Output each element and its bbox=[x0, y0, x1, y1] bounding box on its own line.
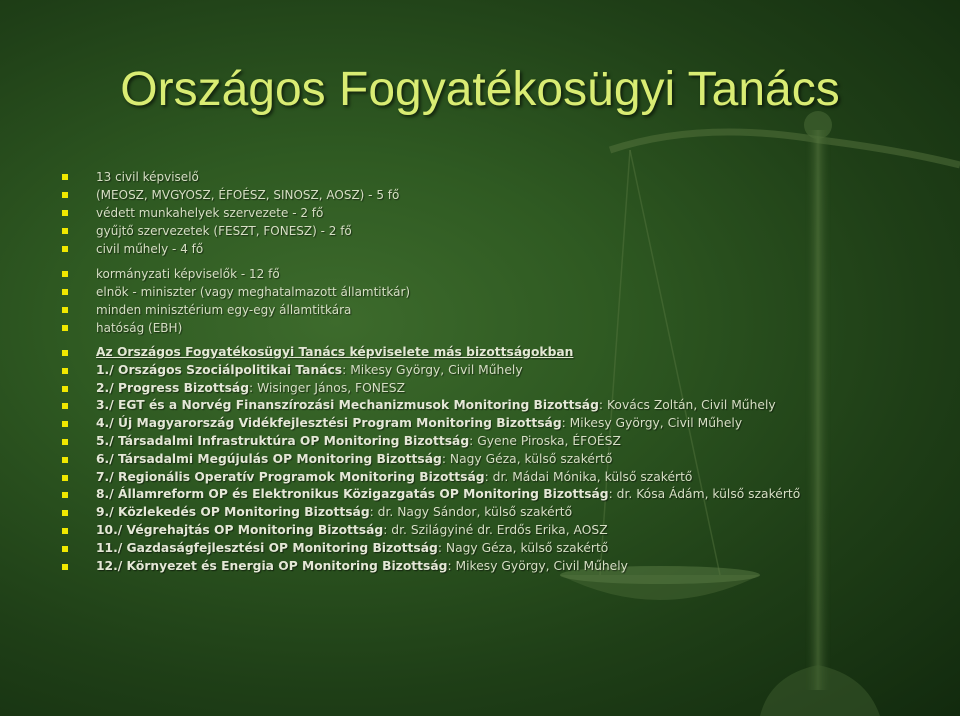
bullet-icon bbox=[62, 386, 68, 392]
bullet-icon bbox=[62, 228, 68, 234]
bullet-icon bbox=[62, 492, 68, 498]
bullet-icon bbox=[62, 325, 68, 331]
government-representatives-list bbox=[62, 265, 410, 337]
civil-representatives-list bbox=[62, 168, 399, 258]
list-item: 1./ Országos Szociálpolitikai Tanács: Mikesy György, Civil Műhely bbox=[62, 362, 800, 380]
bullet-icon bbox=[62, 350, 68, 356]
bullet-icon bbox=[62, 368, 68, 374]
bullet-icon bbox=[62, 564, 68, 570]
list-item: 4./ Új Magyarország Vidékfejlesztési Program Monitoring Bizottság: Mikesy György, Civil Műhely bbox=[62, 415, 800, 433]
list-item: 3./ EGT és a Norvég Finanszírozási Mechanizmusok Monitoring Bizottság: Kovács Zoltán, Civil Műhely bbox=[62, 397, 800, 415]
committee-representation-list bbox=[62, 344, 800, 575]
list-item: minden minisztérium egy-egy államtitkára bbox=[62, 301, 410, 319]
list-item: 11./ Gazdaságfejlesztési OP Monitoring Bizottság: Nagy Géza, külső szakértő bbox=[62, 540, 800, 558]
bullet-icon bbox=[62, 421, 68, 427]
bullet-icon bbox=[62, 307, 68, 313]
bullet-icon bbox=[62, 475, 68, 481]
list-item: civil műhely - 4 fő bbox=[62, 240, 399, 258]
list-item: 7./ Regionális Operatív Programok Monitoring Bizottság: dr. Mádai Mónika, külső szakértő bbox=[62, 469, 800, 487]
bullet-icon bbox=[62, 210, 68, 216]
bullet-icon bbox=[62, 439, 68, 445]
bullet-icon bbox=[62, 289, 68, 295]
page-title: Országos Fogyatékosügyi Tanács bbox=[120, 63, 840, 116]
list-item: 6./ Társadalmi Megújulás OP Monitoring Bizottság: Nagy Géza, külső szakértő bbox=[62, 451, 800, 469]
list-item: gyűjtő szervezetek (FESZT, FONESZ) - 2 fő bbox=[62, 222, 399, 240]
list-item: 5./ Társadalmi Infrastruktúra OP Monitoring Bizottság: Gyene Piroska, ÉFOÉSZ bbox=[62, 433, 800, 451]
list-item: 2./ Progress Bizottság: Wisinger János, FONESZ bbox=[62, 380, 800, 398]
bullet-icon bbox=[62, 174, 68, 180]
bullet-icon bbox=[62, 510, 68, 516]
bullet-icon bbox=[62, 528, 68, 534]
bullet-icon bbox=[62, 246, 68, 252]
list-item: (MEOSZ, MVGYOSZ, ÉFOÉSZ, SINOSZ, AOSZ) - 5 fő bbox=[62, 186, 399, 204]
list-item: 13 civil képviselő bbox=[62, 168, 399, 186]
list-item: kormányzati képviselők - 12 fő bbox=[62, 265, 410, 283]
list-item: hatóság (EBH) bbox=[62, 319, 410, 337]
bullet-icon bbox=[62, 457, 68, 463]
list-header: Az Országos Fogyatékosügyi Tanács képviselete más bizottságokban bbox=[62, 344, 800, 362]
bullet-icon bbox=[62, 192, 68, 198]
bullet-icon bbox=[62, 546, 68, 552]
list-item: 8./ Államreform OP és Elektronikus Közigazgatás OP Monitoring Bizottság: dr. Kósa Ádám, külső szakértő bbox=[62, 486, 800, 504]
list-item: elnök - miniszter (vagy meghatalmazott államtitkár) bbox=[62, 283, 410, 301]
bullet-icon bbox=[62, 271, 68, 277]
bullet-icon bbox=[62, 403, 68, 409]
list-item: 9./ Közlekedés OP Monitoring Bizottság: dr. Nagy Sándor, külső szakértő bbox=[62, 504, 800, 522]
list-item: védett munkahelyek szervezete - 2 fő bbox=[62, 204, 399, 222]
list-item: 10./ Végrehajtás OP Monitoring Bizottság: dr. Szilágyiné dr. Erdős Erika, AOSZ bbox=[62, 522, 800, 540]
list-item: 12./ Környezet és Energia OP Monitoring Bizottság: Mikesy György, Civil Műhely bbox=[62, 558, 800, 576]
